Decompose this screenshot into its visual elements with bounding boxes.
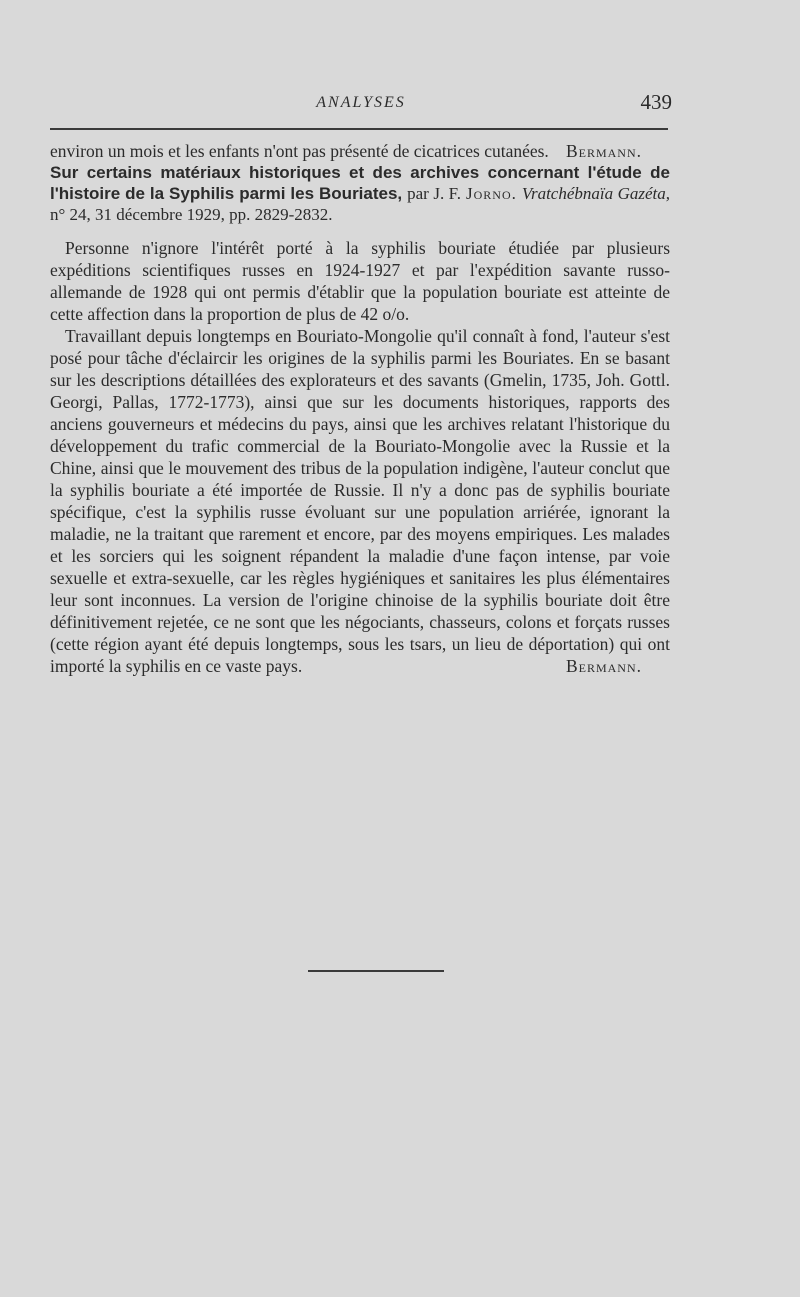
review-signature: Bermann. <box>565 656 642 676</box>
previous-review-text <box>50 140 670 162</box>
running-title: ANALYSES <box>316 94 406 111</box>
review-author: Jorno. <box>466 184 517 203</box>
closing-rule <box>308 970 444 972</box>
review-paragraph-2-text: Travaillant depuis longtemps en Bouriato-Mongolie qu'il connaît à fond, l'auteur s'est posé pour tâche d'éclaircir les origines de la syphilis parmi les Bouriates. En se basant sur les descriptions détaillées des explorateurs et des savants (Gmelin, 1735, Joh. Gottl. Georgi, Pallas, 1772-1773), ainsi que sur les documents historiques, rapports des anciens gouverneurs et médecins du pays, ainsi que les archives relatant l'historique du développement du trafic commercial de la Bouriato-Mongolie avec la Russie et la Chine, ainsi que le mouvement des tribus de la population indigène, l'auteur conclut que la syphilis bouriate a été importée de Russie. Il n'y a donc pas de syphilis bouriate spécifique, c'est la syphilis russe évoluant sur une population arriérée, ignorant la maladie, ne la traitant que rarement et encore, par des moyens empiriques. Les malades et les sorciers qui les soignent répandent la maladie d'une façon intense, par voie sexuelle et extra-sexuelle, car les règles hygiéniques et sanitaires les plus élémentaires leur sont inconnues. La version de l'origine chinoise de la syphilis bouriate doit être définitivement rejetée, ce ne sont que les négociants, chasseurs, colons et forçats russes (cette région ayant été depuis longtemps, sous les tsars, un lieu de déportation) qui ont importé la syphilis en ce vaste pays. <box>50 326 670 676</box>
page-number: 439 <box>640 90 672 114</box>
review-citation: n° 24, 31 décembre 1929, pp. 2829-2832. <box>50 205 333 224</box>
review-title: Sur certains matériaux historiques et des archives concernant l'étude de l'histoire de la Syphilis parmi les Bouriates, <box>50 163 670 203</box>
previous-review-signature: Bermann. <box>565 141 642 161</box>
running-head <box>50 90 672 120</box>
review-paragraph-2 <box>50 325 670 677</box>
review-journal: Vratchébnaïa Gazéta, <box>521 184 671 203</box>
review-paragraph-1: Personne n'ignore l'intérêt porté à la syphilis bouriate étudiée par plusieurs expéditions scientifiques russes en 1924-1927 et par l'expédition savante russo-allemande de 1928 qui ont permis d'établir que la population bouriate est atteinte de cette affection dans la proportion de plus de 42 o/o. <box>50 238 670 324</box>
previous-review-end <box>50 140 670 162</box>
header-rule <box>50 128 668 130</box>
review-by: par J. F. <box>407 184 462 203</box>
page-body <box>50 140 670 677</box>
previous-review-fragment: environ un mois et les enfants n'ont pas présenté de cicatrices cutanées. <box>50 141 549 161</box>
review-heading <box>50 162 670 225</box>
